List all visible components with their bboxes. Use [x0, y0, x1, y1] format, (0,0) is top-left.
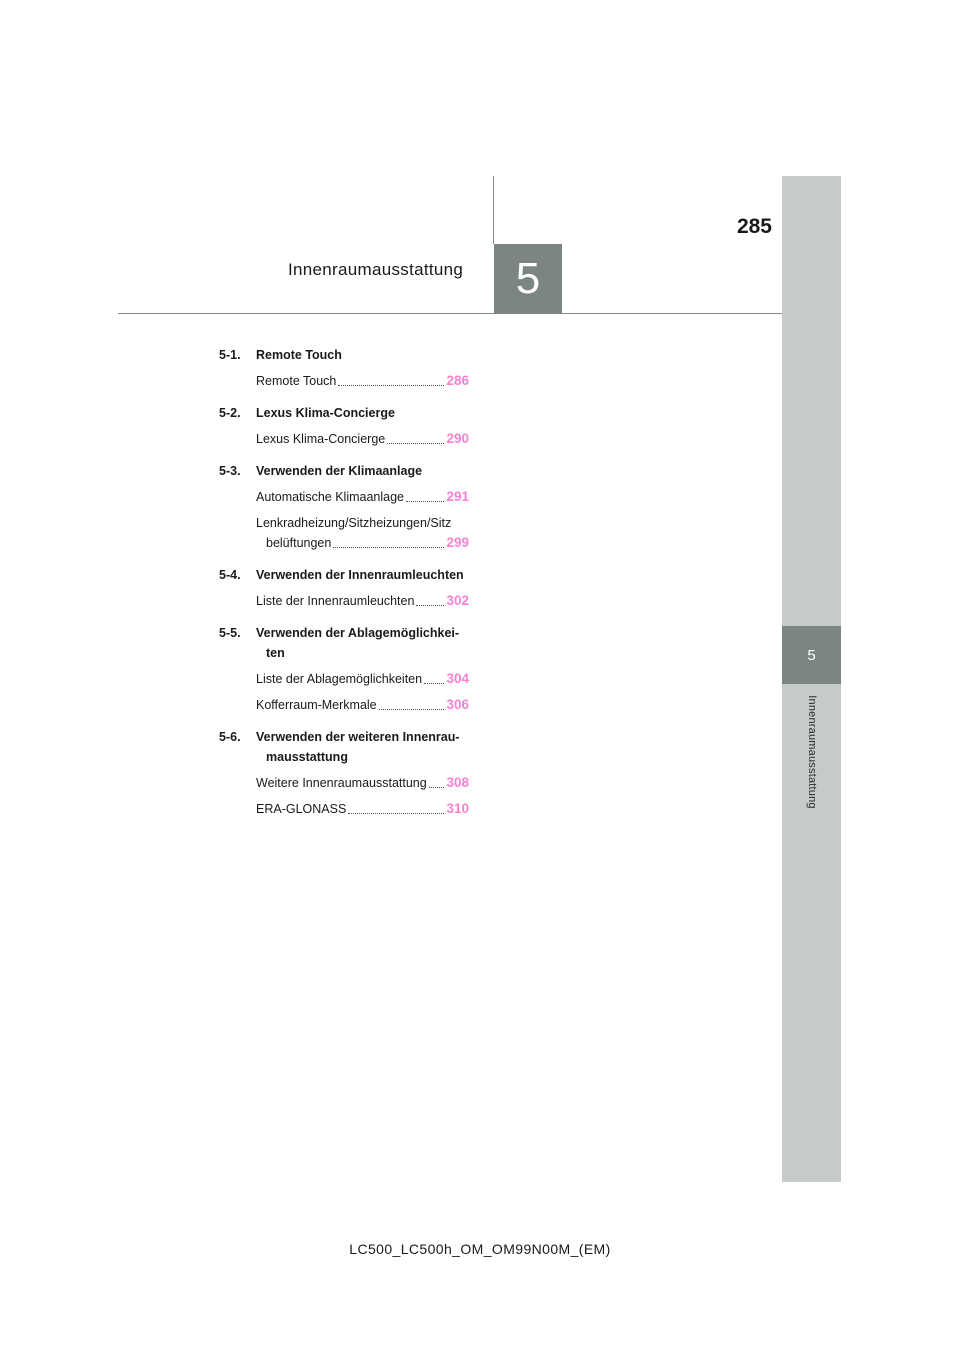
- section-title: [256, 623, 469, 663]
- page-link[interactable]: 299: [446, 535, 469, 550]
- section-number: 5-4.: [219, 568, 241, 582]
- toc-entry[interactable]: [256, 591, 469, 611]
- chapter-title: Innenraumausstattung: [288, 260, 464, 279]
- header-vertical-rule: [493, 176, 494, 244]
- section-title: Lexus Klima-Concierge: [256, 406, 395, 420]
- toc-entry[interactable]: [256, 429, 469, 449]
- page-link[interactable]: 291: [446, 489, 469, 504]
- section-number: 5-6.: [219, 730, 241, 744]
- section-title-line2: ten: [266, 646, 285, 660]
- section-number: 5-2.: [219, 406, 241, 420]
- toc-section-5-6: [219, 727, 469, 819]
- toc-section-5-5: [219, 623, 469, 715]
- entry-title: Automatische Klimaanlage: [256, 490, 404, 504]
- section-title-line2: mausstattung: [266, 750, 348, 764]
- section-title: Verwenden der Innenraumleuchten: [256, 568, 464, 582]
- dot-leader: [416, 605, 444, 606]
- entry-title: Weitere Innenraumausstattung: [256, 776, 427, 790]
- entry-title: Kofferraum-Merkmale: [256, 698, 377, 712]
- dot-leader: [338, 385, 444, 386]
- dot-leader: [406, 501, 444, 502]
- page-link[interactable]: 286: [446, 373, 469, 388]
- chapter-number-box: [494, 244, 562, 313]
- entry-title: Liste der Innenraumleuchten: [256, 594, 415, 608]
- entry-title: Liste der Ablagemöglichkeiten: [256, 672, 423, 686]
- table-of-contents: [219, 345, 469, 831]
- sidebar-chapter-label: Innenraumausstattung: [806, 695, 818, 809]
- toc-entry[interactable]: [256, 487, 469, 507]
- section-title-line1: Verwenden der Ablagemöglichkei-: [256, 626, 460, 640]
- sidebar-chapter-number: 5: [807, 646, 816, 664]
- sidebar-chapter-tab[interactable]: [782, 626, 841, 684]
- section-title-line1: Verwenden der weiteren Innenrau-: [256, 730, 460, 744]
- page-link[interactable]: 308: [446, 775, 469, 790]
- dot-leader: [387, 443, 444, 444]
- entry-title-line1: Lenkradheizung/Sitzheizungen/Sitz: [256, 516, 452, 530]
- toc-section-5-2: [219, 403, 469, 449]
- page-link[interactable]: 304: [446, 671, 469, 686]
- toc-section-5-3: [219, 461, 469, 553]
- entry-title: Remote Touch: [256, 374, 337, 388]
- toc-entry[interactable]: [256, 371, 469, 391]
- toc-entry[interactable]: [256, 513, 469, 553]
- footer-doc-code: LC500_LC500h_OM_OM99N00M_(EM): [349, 1241, 611, 1257]
- section-title: Remote Touch: [256, 348, 342, 362]
- page-link[interactable]: 290: [446, 431, 469, 446]
- header-horizontal-rule: [118, 313, 782, 314]
- entry-title: ERA-GLONASS: [256, 802, 347, 816]
- chapter-number: 5: [515, 253, 541, 303]
- page-link[interactable]: 310: [446, 801, 469, 816]
- dot-leader: [429, 787, 445, 788]
- toc-entry[interactable]: [256, 695, 469, 715]
- toc-section-5-4: [219, 565, 469, 611]
- toc-entry[interactable]: [256, 799, 469, 819]
- page-link[interactable]: 306: [446, 697, 469, 712]
- section-number: 5-3.: [219, 464, 241, 478]
- dot-leader: [379, 709, 445, 710]
- page-link[interactable]: 302: [446, 593, 469, 608]
- dot-leader: [333, 547, 444, 548]
- section-number: 5-5.: [219, 626, 241, 640]
- toc-entry[interactable]: [256, 669, 469, 689]
- toc-section-5-1: [219, 345, 469, 391]
- entry-title: Lexus Klima-Concierge: [256, 432, 386, 446]
- entry-title-line2: belüftungen: [266, 536, 332, 550]
- section-title: Verwenden der Klimaanlage: [256, 464, 423, 478]
- section-title: [256, 727, 469, 767]
- toc-entry[interactable]: [256, 773, 469, 793]
- dot-leader: [424, 683, 444, 684]
- dot-leader: [348, 813, 444, 814]
- page-number: 285: [736, 215, 772, 238]
- section-number: 5-1.: [219, 348, 241, 362]
